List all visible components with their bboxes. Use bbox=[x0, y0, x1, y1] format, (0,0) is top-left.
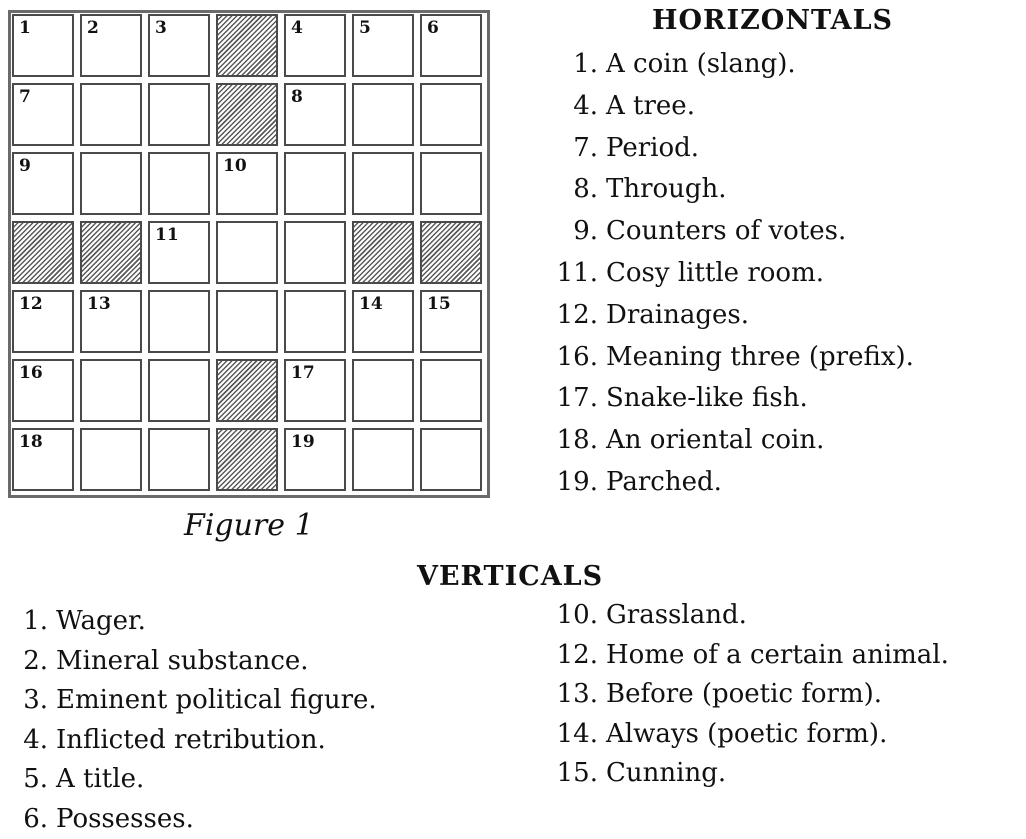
clue-item bbox=[548, 378, 1018, 420]
clue-number: 12. bbox=[557, 295, 598, 337]
grid-cell[interactable] bbox=[12, 152, 74, 215]
clue-item bbox=[548, 420, 1018, 462]
grid-cell[interactable] bbox=[148, 83, 210, 146]
grid-cell[interactable] bbox=[284, 14, 346, 77]
clue-item bbox=[548, 675, 1018, 715]
grid-cell[interactable] bbox=[352, 290, 414, 353]
cell-number: 2 bbox=[87, 20, 99, 37]
grid-cell[interactable] bbox=[352, 14, 414, 77]
clue-number: 4. bbox=[573, 86, 598, 128]
grid-cell-blocked bbox=[420, 221, 482, 284]
clue-text: Wager. bbox=[56, 602, 146, 642]
clue-item bbox=[548, 86, 1018, 128]
clue-text: A title. bbox=[56, 760, 144, 800]
cell-number: 13 bbox=[87, 296, 111, 313]
grid-cell[interactable] bbox=[284, 428, 346, 491]
clue-text: Home of a certain animal. bbox=[606, 636, 949, 676]
clue-item bbox=[10, 681, 510, 721]
grid-cell[interactable] bbox=[420, 152, 482, 215]
clue-text: Always (poetic form). bbox=[606, 715, 887, 755]
clue-number: 18. bbox=[557, 420, 598, 462]
clue-number: 9. bbox=[573, 211, 598, 253]
cell-number: 14 bbox=[359, 296, 383, 313]
clue-number: 16. bbox=[557, 337, 598, 379]
clue-number: 15. bbox=[557, 754, 598, 794]
clue-text: Through. bbox=[606, 169, 727, 211]
grid-cell[interactable] bbox=[12, 14, 74, 77]
clue-text: Mineral substance. bbox=[56, 642, 309, 682]
clue-item bbox=[548, 462, 1018, 504]
clue-item bbox=[548, 169, 1018, 211]
clue-text: Snake-like fish. bbox=[606, 378, 808, 420]
clue-text: Grassland. bbox=[606, 596, 747, 636]
clue-text: Cunning. bbox=[606, 754, 726, 794]
grid-cell[interactable] bbox=[12, 428, 74, 491]
clue-number: 8. bbox=[573, 169, 598, 211]
grid-cell[interactable] bbox=[352, 428, 414, 491]
grid-cell[interactable] bbox=[420, 14, 482, 77]
grid-cell[interactable] bbox=[148, 152, 210, 215]
grid-cell[interactable] bbox=[420, 359, 482, 422]
clue-item bbox=[548, 596, 1018, 636]
clue-number: 19. bbox=[557, 462, 598, 504]
clue-item bbox=[10, 721, 510, 761]
grid-cell[interactable] bbox=[80, 359, 142, 422]
clue-item bbox=[10, 800, 510, 839]
grid-cell-blocked bbox=[80, 221, 142, 284]
cell-number: 9 bbox=[19, 158, 31, 175]
grid-cell[interactable] bbox=[420, 83, 482, 146]
clue-number: 14. bbox=[557, 715, 598, 755]
clue-number: 6. bbox=[23, 800, 48, 839]
crossword-grid bbox=[8, 10, 490, 498]
across-clue-list bbox=[548, 44, 1018, 504]
grid-cell-blocked bbox=[216, 83, 278, 146]
grid-cell[interactable] bbox=[12, 83, 74, 146]
cell-number: 18 bbox=[19, 434, 43, 451]
clue-number: 5. bbox=[23, 760, 48, 800]
cell-number: 10 bbox=[223, 158, 247, 175]
grid-cell-blocked bbox=[216, 428, 278, 491]
grid-cell[interactable] bbox=[352, 359, 414, 422]
clue-item bbox=[10, 642, 510, 682]
clue-item bbox=[548, 253, 1018, 295]
clue-item bbox=[548, 636, 1018, 676]
grid-cell[interactable] bbox=[216, 152, 278, 215]
grid-cell[interactable] bbox=[148, 221, 210, 284]
clue-number: 12. bbox=[557, 636, 598, 676]
grid-cell[interactable] bbox=[284, 290, 346, 353]
cell-number: 1 bbox=[19, 20, 31, 37]
clue-text: Possesses. bbox=[56, 800, 194, 839]
clue-number: 10. bbox=[557, 596, 598, 636]
grid-cell[interactable] bbox=[216, 290, 278, 353]
grid-cell-blocked bbox=[216, 359, 278, 422]
clue-text: Before (poetic form). bbox=[606, 675, 882, 715]
clue-text: Meaning three (prefix). bbox=[606, 337, 914, 379]
down-heading: VERTICALS bbox=[417, 561, 603, 592]
clue-item bbox=[548, 754, 1018, 794]
clue-number: 13. bbox=[557, 675, 598, 715]
grid-cell[interactable] bbox=[12, 359, 74, 422]
clue-item bbox=[548, 44, 1018, 86]
grid-cell[interactable] bbox=[216, 221, 278, 284]
grid-cell[interactable] bbox=[12, 290, 74, 353]
clue-number: 3. bbox=[23, 681, 48, 721]
clue-text: A coin (slang). bbox=[606, 44, 796, 86]
cell-number: 5 bbox=[359, 20, 371, 37]
grid-cell[interactable] bbox=[148, 14, 210, 77]
clue-text: Period. bbox=[606, 128, 699, 170]
cell-number: 15 bbox=[427, 296, 451, 313]
grid-cell[interactable] bbox=[420, 290, 482, 353]
grid-cell[interactable] bbox=[284, 83, 346, 146]
clue-item bbox=[548, 295, 1018, 337]
clue-text: An oriental coin. bbox=[606, 420, 824, 462]
grid-cell[interactable] bbox=[148, 359, 210, 422]
cell-number: 6 bbox=[427, 20, 439, 37]
down-clue-list-right bbox=[548, 596, 1018, 794]
grid-cell-blocked bbox=[12, 221, 74, 284]
grid-cell[interactable] bbox=[352, 152, 414, 215]
grid-cell-blocked bbox=[352, 221, 414, 284]
cell-number: 16 bbox=[19, 365, 43, 382]
grid-cell[interactable] bbox=[80, 83, 142, 146]
clue-number: 7. bbox=[573, 128, 598, 170]
cell-number: 17 bbox=[291, 365, 315, 382]
figure-caption: Figure 1 bbox=[184, 508, 314, 543]
grid-cell[interactable] bbox=[148, 428, 210, 491]
clue-text: Parched. bbox=[606, 462, 722, 504]
grid-cell[interactable] bbox=[420, 428, 482, 491]
clue-item bbox=[548, 211, 1018, 253]
grid-cell[interactable] bbox=[80, 152, 142, 215]
clue-text: Eminent political figure. bbox=[56, 681, 377, 721]
grid-cell-blocked bbox=[216, 14, 278, 77]
clue-text: Drainages. bbox=[606, 295, 749, 337]
clue-item bbox=[548, 337, 1018, 379]
clue-text: Inflicted retribution. bbox=[56, 721, 326, 761]
clue-text: A tree. bbox=[606, 86, 695, 128]
cell-number: 7 bbox=[19, 89, 31, 106]
cell-number: 11 bbox=[155, 227, 179, 244]
clue-item bbox=[548, 128, 1018, 170]
clue-item bbox=[10, 602, 510, 642]
down-clue-list-left bbox=[10, 602, 510, 839]
clue-number: 17. bbox=[557, 378, 598, 420]
clue-text: Cosy little room. bbox=[606, 253, 824, 295]
grid-cell[interactable] bbox=[284, 221, 346, 284]
cell-number: 4 bbox=[291, 20, 303, 37]
clue-number: 4. bbox=[23, 721, 48, 761]
grid-cell[interactable] bbox=[148, 290, 210, 353]
cell-number: 19 bbox=[291, 434, 315, 451]
clue-number: 2. bbox=[23, 642, 48, 682]
grid-cell[interactable] bbox=[80, 428, 142, 491]
across-heading: HORIZONTALS bbox=[652, 5, 893, 36]
clue-text: Counters of votes. bbox=[606, 211, 846, 253]
cell-number: 8 bbox=[291, 89, 303, 106]
cell-number: 12 bbox=[19, 296, 43, 313]
clue-item bbox=[548, 715, 1018, 755]
grid-cell[interactable] bbox=[284, 152, 346, 215]
cell-number: 3 bbox=[155, 20, 167, 37]
clue-number: 1. bbox=[23, 602, 48, 642]
grid-cell[interactable] bbox=[80, 290, 142, 353]
grid-cell[interactable] bbox=[80, 14, 142, 77]
clue-number: 1. bbox=[573, 44, 598, 86]
grid-cell[interactable] bbox=[284, 359, 346, 422]
clue-item bbox=[10, 760, 510, 800]
grid-cell[interactable] bbox=[352, 83, 414, 146]
clue-number: 11. bbox=[557, 253, 598, 295]
